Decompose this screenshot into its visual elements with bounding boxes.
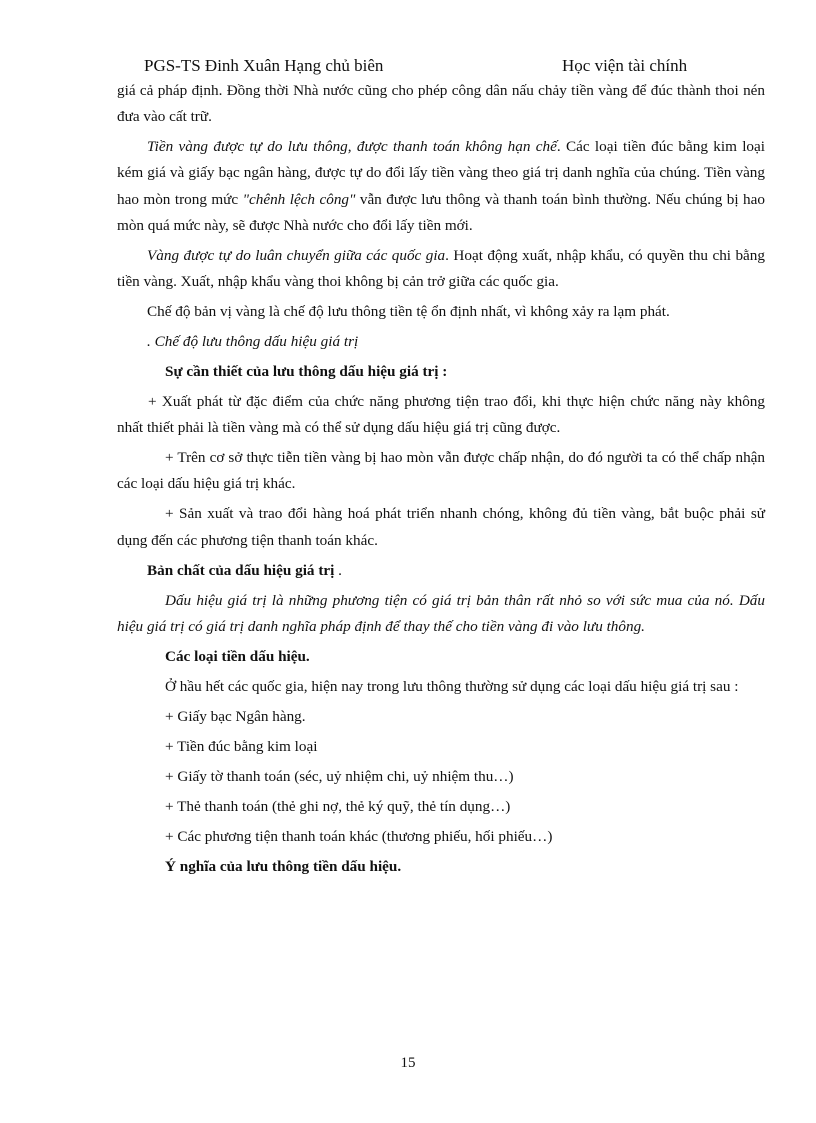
header-author: PGS-TS Đinh Xuân Hạng chủ biên — [144, 56, 384, 75]
heading-meaning: Ý nghĩa của lưu thông tiền dấu hiệu. — [165, 857, 402, 875]
necessity-point-2: + Trên cơ sở thực tiễn tiền vàng bị hao mòn vẫn được chấp nhận, do đó người ta có thể chấp nhận các loại dấu hiệu giá trị khác. — [117, 449, 765, 493]
free-circulation-text-b: vẫn được lưu thông và thanh toán bình thường. Nếu chúng bị hao mòn quá mức này, sẽ được Nhà nước cho đổi lấy tiền mới. — [117, 190, 765, 234]
heading-types: Các loại tiền dấu hiệu. — [165, 647, 310, 665]
heading-nature-line — [117, 558, 765, 584]
subsection-heading: . Chế độ lưu thông dấu hiệu giá trị — [147, 333, 359, 351]
types-list-item: + Các phương tiện thanh toán khác (thương phiếu, hối phiếu…) — [165, 827, 553, 845]
paragraph-gold-coinage: giá cả pháp định. Đồng thời Nhà nước cũng cho phép công dân nấu chảy tiền vàng để đúc thành thoi nén đưa vào cất trữ. — [117, 82, 765, 126]
gold-transfer-text: . Hoạt động xuất, nhập khẩu, có quyền thu chi bằng tiền vàng. Xuất, nhập khẩu vàng thoi không bị cản trở giữa các quốc gia. — [117, 246, 765, 291]
types-list-item: + Tiền đúc bằng kim loại — [165, 737, 318, 755]
types-list-item: + Giấy tờ thanh toán (séc, uỷ nhiệm chi, uỷ nhiệm thu…) — [165, 767, 514, 785]
paragraph-gold-transfer — [117, 243, 765, 295]
page-number: 15 — [400, 1055, 416, 1071]
heading-nature: Bản chất của dấu hiệu giá trị — [147, 561, 335, 579]
header-institution: Học viện tài chính — [562, 56, 688, 75]
page-body — [117, 78, 765, 884]
paragraph-free-circulation — [117, 134, 765, 239]
necessity-point-3: + Sản xuất và trao đổi hàng hoá phát triển nhanh chóng, không đủ tiền vàng, bắt buộc phải sử dụng đến các phương tiện thanh toán khác. — [117, 505, 765, 549]
paragraph-gold-standard-stability: Chế độ bản vị vàng là chế độ lưu thông tiền tệ ổn định nhất, vì không xảy ra lạm phát. — [147, 303, 670, 321]
types-list-item: + Giấy bạc Ngân hàng. — [165, 707, 306, 725]
paragraph-nature: Dấu hiệu giá trị là những phương tiện có giá trị bản thân rất nhỏ so với sức mua của nó. Dấu hiệu giá trị có giá trị danh nghĩa pháp định để thay thế cho tiền vàng đi vào lưu thông. — [117, 591, 765, 635]
types-list-item: + Thẻ thanh toán (thẻ ghi nợ, thẻ ký quỹ, thẻ tín dụng…) — [165, 797, 511, 815]
necessity-point-1: + Xuất phát từ đặc điểm của chức năng phương tiện trao đổi, khi thực hiện chức năng này không nhất thiết phải là tiền vàng mà có thể sử dụng dấu hiệu giá trị cũng được. — [117, 393, 765, 437]
free-circulation-lead: Tiền vàng được tự do lưu thông, được thanh toán không hạn chế — [147, 138, 557, 156]
free-circulation-text-a: . Các loại tiền đúc bằng kim loại kém giá và giấy bạc ngân hàng, được tự do đổi lấy tiền vàng theo giá trị danh nghĩa của chúng. Tiền vàng hao mòn trong mức — [117, 138, 765, 208]
gold-transfer-lead: Vàng được tự do luân chuyển giữa các quốc gia — [147, 246, 446, 264]
heading-nature-tail: . — [334, 561, 342, 579]
paragraph-types-intro: Ở hầu hết các quốc gia, hiện nay trong lưu thông thường sử dụng các loại dấu hiệu giá trị sau : — [165, 677, 739, 695]
heading-necessity: Sự cần thiết của lưu thông dấu hiệu giá trị : — [165, 363, 448, 381]
public-tolerance-quote: "chênh lệch công" — [242, 190, 356, 208]
